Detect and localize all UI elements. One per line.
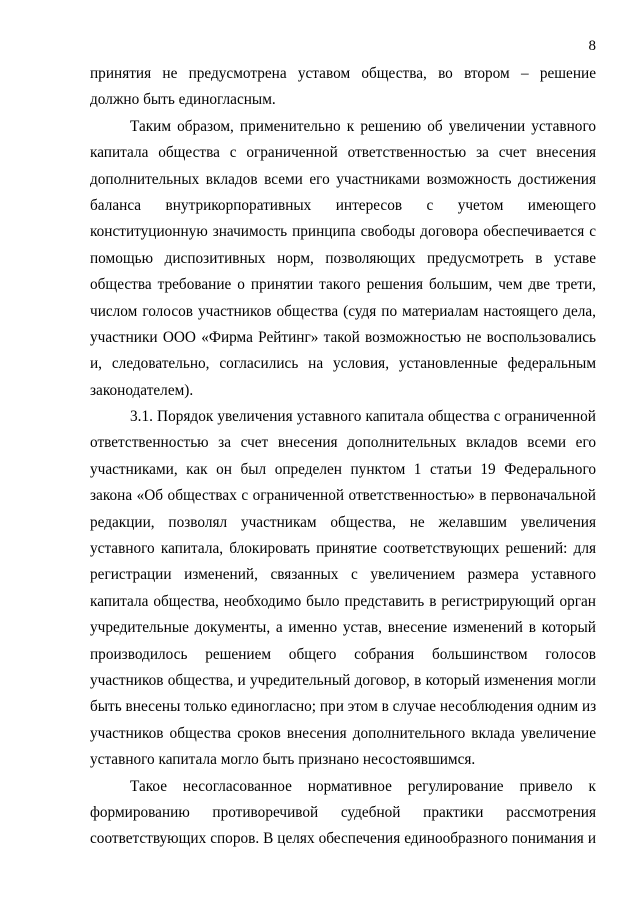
document-body — [90, 61, 596, 853]
text-line: формированию противоречивой судебной практики рассмотрения — [90, 803, 596, 821]
text-line: Таким образом, применительно к решению об увеличении уставного — [130, 117, 596, 135]
text-line: конституционную значимость принципа свободы договора обеспечивается с — [90, 223, 596, 241]
text-line: должно быть единогласным. — [90, 91, 276, 109]
text-line: соответствующих споров. В целях обеспечения единообразного понимания и — [90, 830, 596, 848]
paragraph — [90, 774, 596, 853]
text-line: и, следовательно, согласились на условия, установленные федеральным — [90, 355, 596, 373]
text-line: 3.1. Порядок увеличения уставного капитала общества с ограниченной — [130, 408, 596, 426]
text-line: общества требование о принятии такого решения большим, чем две трети, — [90, 276, 596, 294]
paragraph — [90, 404, 596, 773]
text-line: принятия не предусмотрена уставом общества, во втором – решение — [90, 65, 596, 82]
text-line: уставного капитала могло быть признано несостоявшимся. — [90, 751, 476, 769]
text-line: ответственностью за счет внесения дополнительных вкладов всеми его — [90, 434, 596, 452]
text-line: производилось решением общего собрания большинством голосов — [90, 645, 596, 663]
text-line: регистрации изменений, связанных с увеличением размера уставного — [90, 566, 596, 584]
text-line: учредительные документы, а именно устав, внесение изменений в который — [90, 619, 596, 637]
text-line: участниками, как он был определен пунктом 1 статьи 19 Федерального — [90, 460, 596, 478]
text-line: дополнительных вкладов всеми его участниками возможность достижения — [90, 170, 596, 188]
text-line: закона «Об обществах с ограниченной ответственностью» в первоначальной — [90, 487, 596, 505]
text-line: участников общества, и учредительный договор, в который изменения могли — [90, 671, 596, 689]
text-line: участников общества сроков внесения дополнительного вклада увеличение — [90, 724, 596, 742]
text-line: капитала общества, необходимо было представить в регистрирующий орган — [90, 592, 596, 610]
paragraph — [90, 61, 596, 114]
text-line: законодателем). — [90, 381, 194, 399]
text-line: баланса внутрикорпоративных интересов с учетом имеющего — [90, 196, 596, 214]
paragraph — [90, 114, 596, 404]
text-line: быть внесены только единогласно; при этом в случае несоблюдения одним из — [90, 698, 597, 716]
text-line: Такое несогласованное нормативное регулирование привело к — [130, 777, 596, 795]
text-line: редакции, позволял участникам общества, не желавшим увеличения — [90, 513, 596, 531]
text-line: капитала общества с ограниченной ответственностью за счет внесения — [90, 144, 596, 162]
text-line: участники ООО «Фирма Рейтинг» такой возможностью не воспользовались — [90, 328, 596, 346]
page-number: 8 — [588, 38, 596, 54]
text-line: помощью диспозитивных норм, позволяющих предусмотреть в уставе — [90, 249, 596, 267]
text-line: числом голосов участников общества (судя по материалам настоящего дела, — [90, 302, 596, 320]
text-line: уставного капитала, блокировать принятие соответствующих решений: для — [90, 540, 596, 558]
